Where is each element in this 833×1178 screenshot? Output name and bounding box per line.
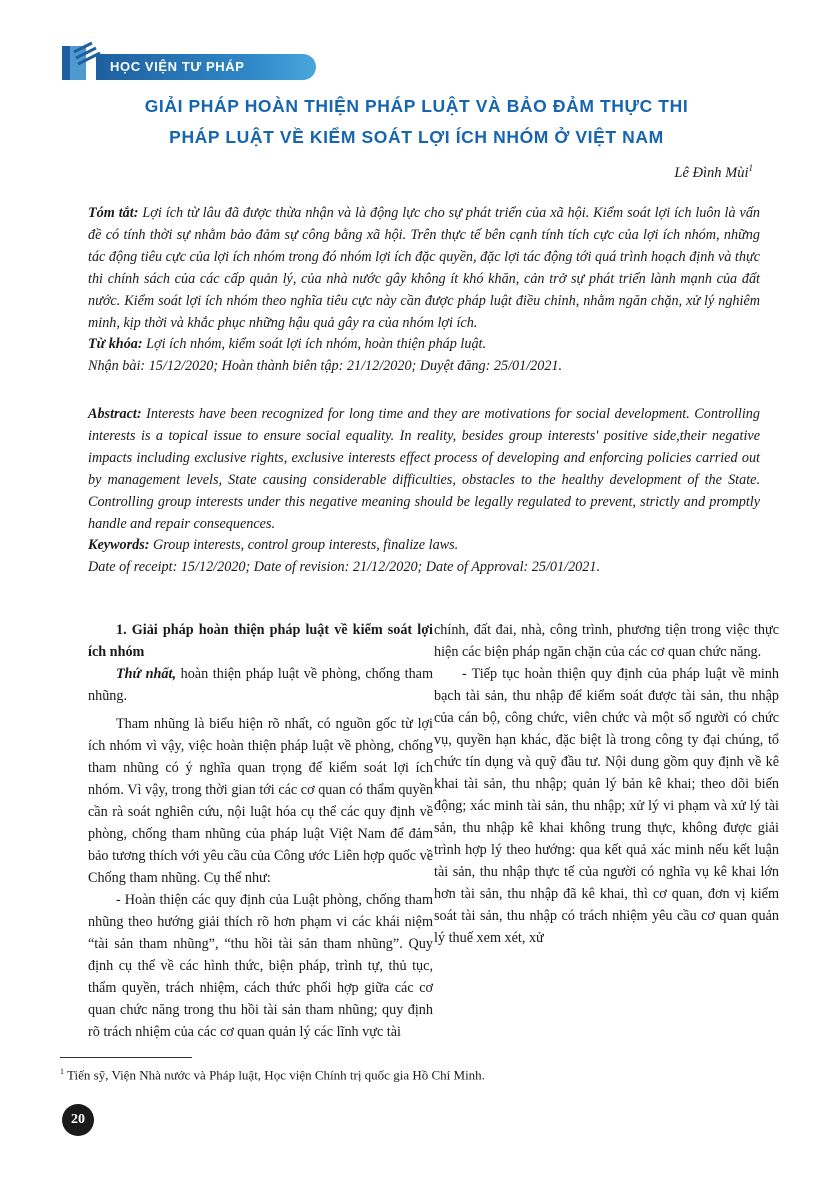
section-heading: 1. Giải pháp hoàn thiện pháp luật về kiểm soát lợi ích nhóm	[88, 622, 433, 660]
article-title-line-2: PHÁP LUẬT VỀ KIỂM SOÁT LỢI ÍCH NHÓM Ở VIỆT NAM	[169, 127, 664, 147]
en-keywords-text: Group interests, control group interests, finalize laws.	[153, 537, 459, 554]
footnote	[60, 1067, 485, 1083]
first-point	[88, 663, 433, 707]
paragraph-2: - Hoàn thiện các quy định của Luật phòng, chống tham nhũng theo hướng giải thích rõ hơn phạm vi các khái niệm “tài sản tham nhũng”, “thu hồi tài sản tham nhũng”. Quy định cụ thể về các hình thức, biện pháp, trình tự, thủ tục, thẩm quyền, trách nhiệm, cách thức phối hợp giữa các cơ quan chức năng trong thu hồi tài sản tham nhũng; quy định rõ trách nhiệm của các cơ quan quản lý các lĩnh vực tài	[88, 892, 433, 1040]
vi-abstract-text: Lợi ích từ lâu đã được thừa nhận và là động lực cho sự phát triển của xã hội. Kiểm soát lợi ích luôn là vấn đề có tính thời sự nhằm bảo đảm sự công bằng xã hội. Trên thực tế bên cạnh tính tích cực của lợi ích nhóm, những tác động tiêu cực của lợi ích nhóm trong đó nhóm lợi ích đặc quyền, đặc lợi tác động tới quá trình hoạch định và thực thi chính sách của các cấp quản lý, của nhà nước gây không ít khó khăn, cản trở sự phát triển lành mạnh của đất nước. Kiểm soát lợi ích nhóm theo nghĩa tiêu cực này cần được pháp luật điều chỉnh, nhằm ngăn chặn, xử lý nghiêm minh, kịp thời và khắc phục những hậu quả gây ra của nhóm lợi ích.	[88, 205, 761, 331]
first-point-label: Thứ nhất,	[116, 666, 177, 682]
journal-tag	[96, 54, 316, 80]
english-abstract	[88, 404, 760, 579]
article-title-line-1: GIẢI PHÁP HOÀN THIỆN PHÁP LUẬT VÀ BẢO ĐẢM THỰC THI	[144, 96, 689, 116]
page-number: 20	[62, 1104, 94, 1136]
vi-keywords-text: Lợi ích nhóm, kiểm soát lợi ích nhóm, hoàn thiện pháp luật.	[146, 336, 487, 353]
vi-keywords-label: Từ khóa:	[88, 336, 143, 353]
vi-abstract-label: Tóm tắt:	[88, 205, 139, 221]
vi-dates: Nhận bài: 15/12/2020; Hoàn thành biên tập: 21/12/2020; Duyệt đăng: 25/01/2021.	[88, 358, 563, 375]
body-column-right	[434, 619, 779, 949]
body-column-left	[88, 619, 433, 1043]
author-name: Lê Đình Mùi	[674, 164, 749, 181]
journal-tag-text: HỌC VIỆN TƯ PHÁP	[110, 59, 245, 74]
paragraph-1: Tham nhũng là biểu hiện rõ nhất, có nguồn gốc từ lợi ích nhóm vì vậy, việc hoàn thiện pháp luật về phòng, chống tham nhũng có ý nghĩa quan trọng để kiểm soát lợi ích nhóm. Vì vậy, trong thời gian tới các cơ quan có thẩm quyền cần rà soát nghiên cứu, nội luật hóa cụ thể các quy định về phòng, chống tham nhũng của pháp luật Việt Nam để đảm bảo tương thích với yêu cầu của Công ước Liên hợp quốc về Chống tham nhũng. Cụ thể như:	[88, 716, 433, 886]
journal-header	[56, 40, 286, 84]
en-keywords	[88, 535, 760, 557]
vi-keywords	[88, 334, 760, 356]
paragraph-3: - Tiếp tục hoàn thiện quy định của pháp luật về minh bạch tài sản, thu nhập để kiểm soát được tài sản, thu nhập của cán bộ, công chức, viên chức và một số người có chức vụ, quyền hạn khác, đặc biệt là trong công ty đại chúng, tổ chức tín dụng và quỹ đầu tư. Nội dung gồm quy định về kê khai tài sản, thu nhập; quản lý bản kê khai; theo dõi biến động; xác minh tài sản, thu nhập; xử lý vi phạm và xử lý tài sản, thu nhập kê khai không trung thực, không được giải trình hợp lý theo hướng: qua kết quả xác minh nếu kết luận tài sản, thu nhập thực tế của người có nghĩa vụ kê khai lớn hơn tài sản, thu nhập đã kê khai, thì cơ quan, đơn vị kiểm soát tài sản, thu nhập có trách nhiệm yêu cầu cơ quan quản lý thuế xem xét, xử	[434, 666, 779, 946]
footnote-text: Tiến sỹ, Viện Nhà nước và Pháp luật, Học viện Chính trị quốc gia Hồ Chí Minh.	[64, 1067, 485, 1083]
en-abstract-text: Interests have been recognized for long time and they are motivations for social development. Controlling interests is a topical issue to ensure social equality. In reality, besides group interests' positive side,their negative impacts including exclusive rights, exclusive interests effect process of developing and enforcing policies carried out by management levels, State causing considerable difficulties, obstacles to the healthy development of the State. Controlling group interests under this negative meaning should be legally regulated to prevent, strictly and promptly handle and repair consequences.	[88, 406, 760, 532]
footnote-mark: 1	[60, 1067, 64, 1076]
author-footnote-mark: 1	[748, 163, 753, 173]
en-keywords-label: Keywords:	[88, 537, 150, 554]
footnote-divider	[60, 1057, 192, 1058]
en-abstract-label: Abstract:	[88, 406, 142, 422]
en-dates: Date of receipt: 15/12/2020; Date of revision: 21/12/2020; Date of Approval: 25/01/2021.	[88, 559, 600, 576]
author	[674, 163, 753, 182]
paragraph-2-continued: chính, đất đai, nhà, công trình, phương tiện trong việc thực hiện các biện pháp ngăn chặn của các cơ quan chức năng.	[434, 622, 779, 660]
first-point-text: hoàn thiện pháp luật về phòng, chống tham nhũng.	[88, 666, 433, 704]
vietnamese-abstract	[88, 203, 760, 378]
